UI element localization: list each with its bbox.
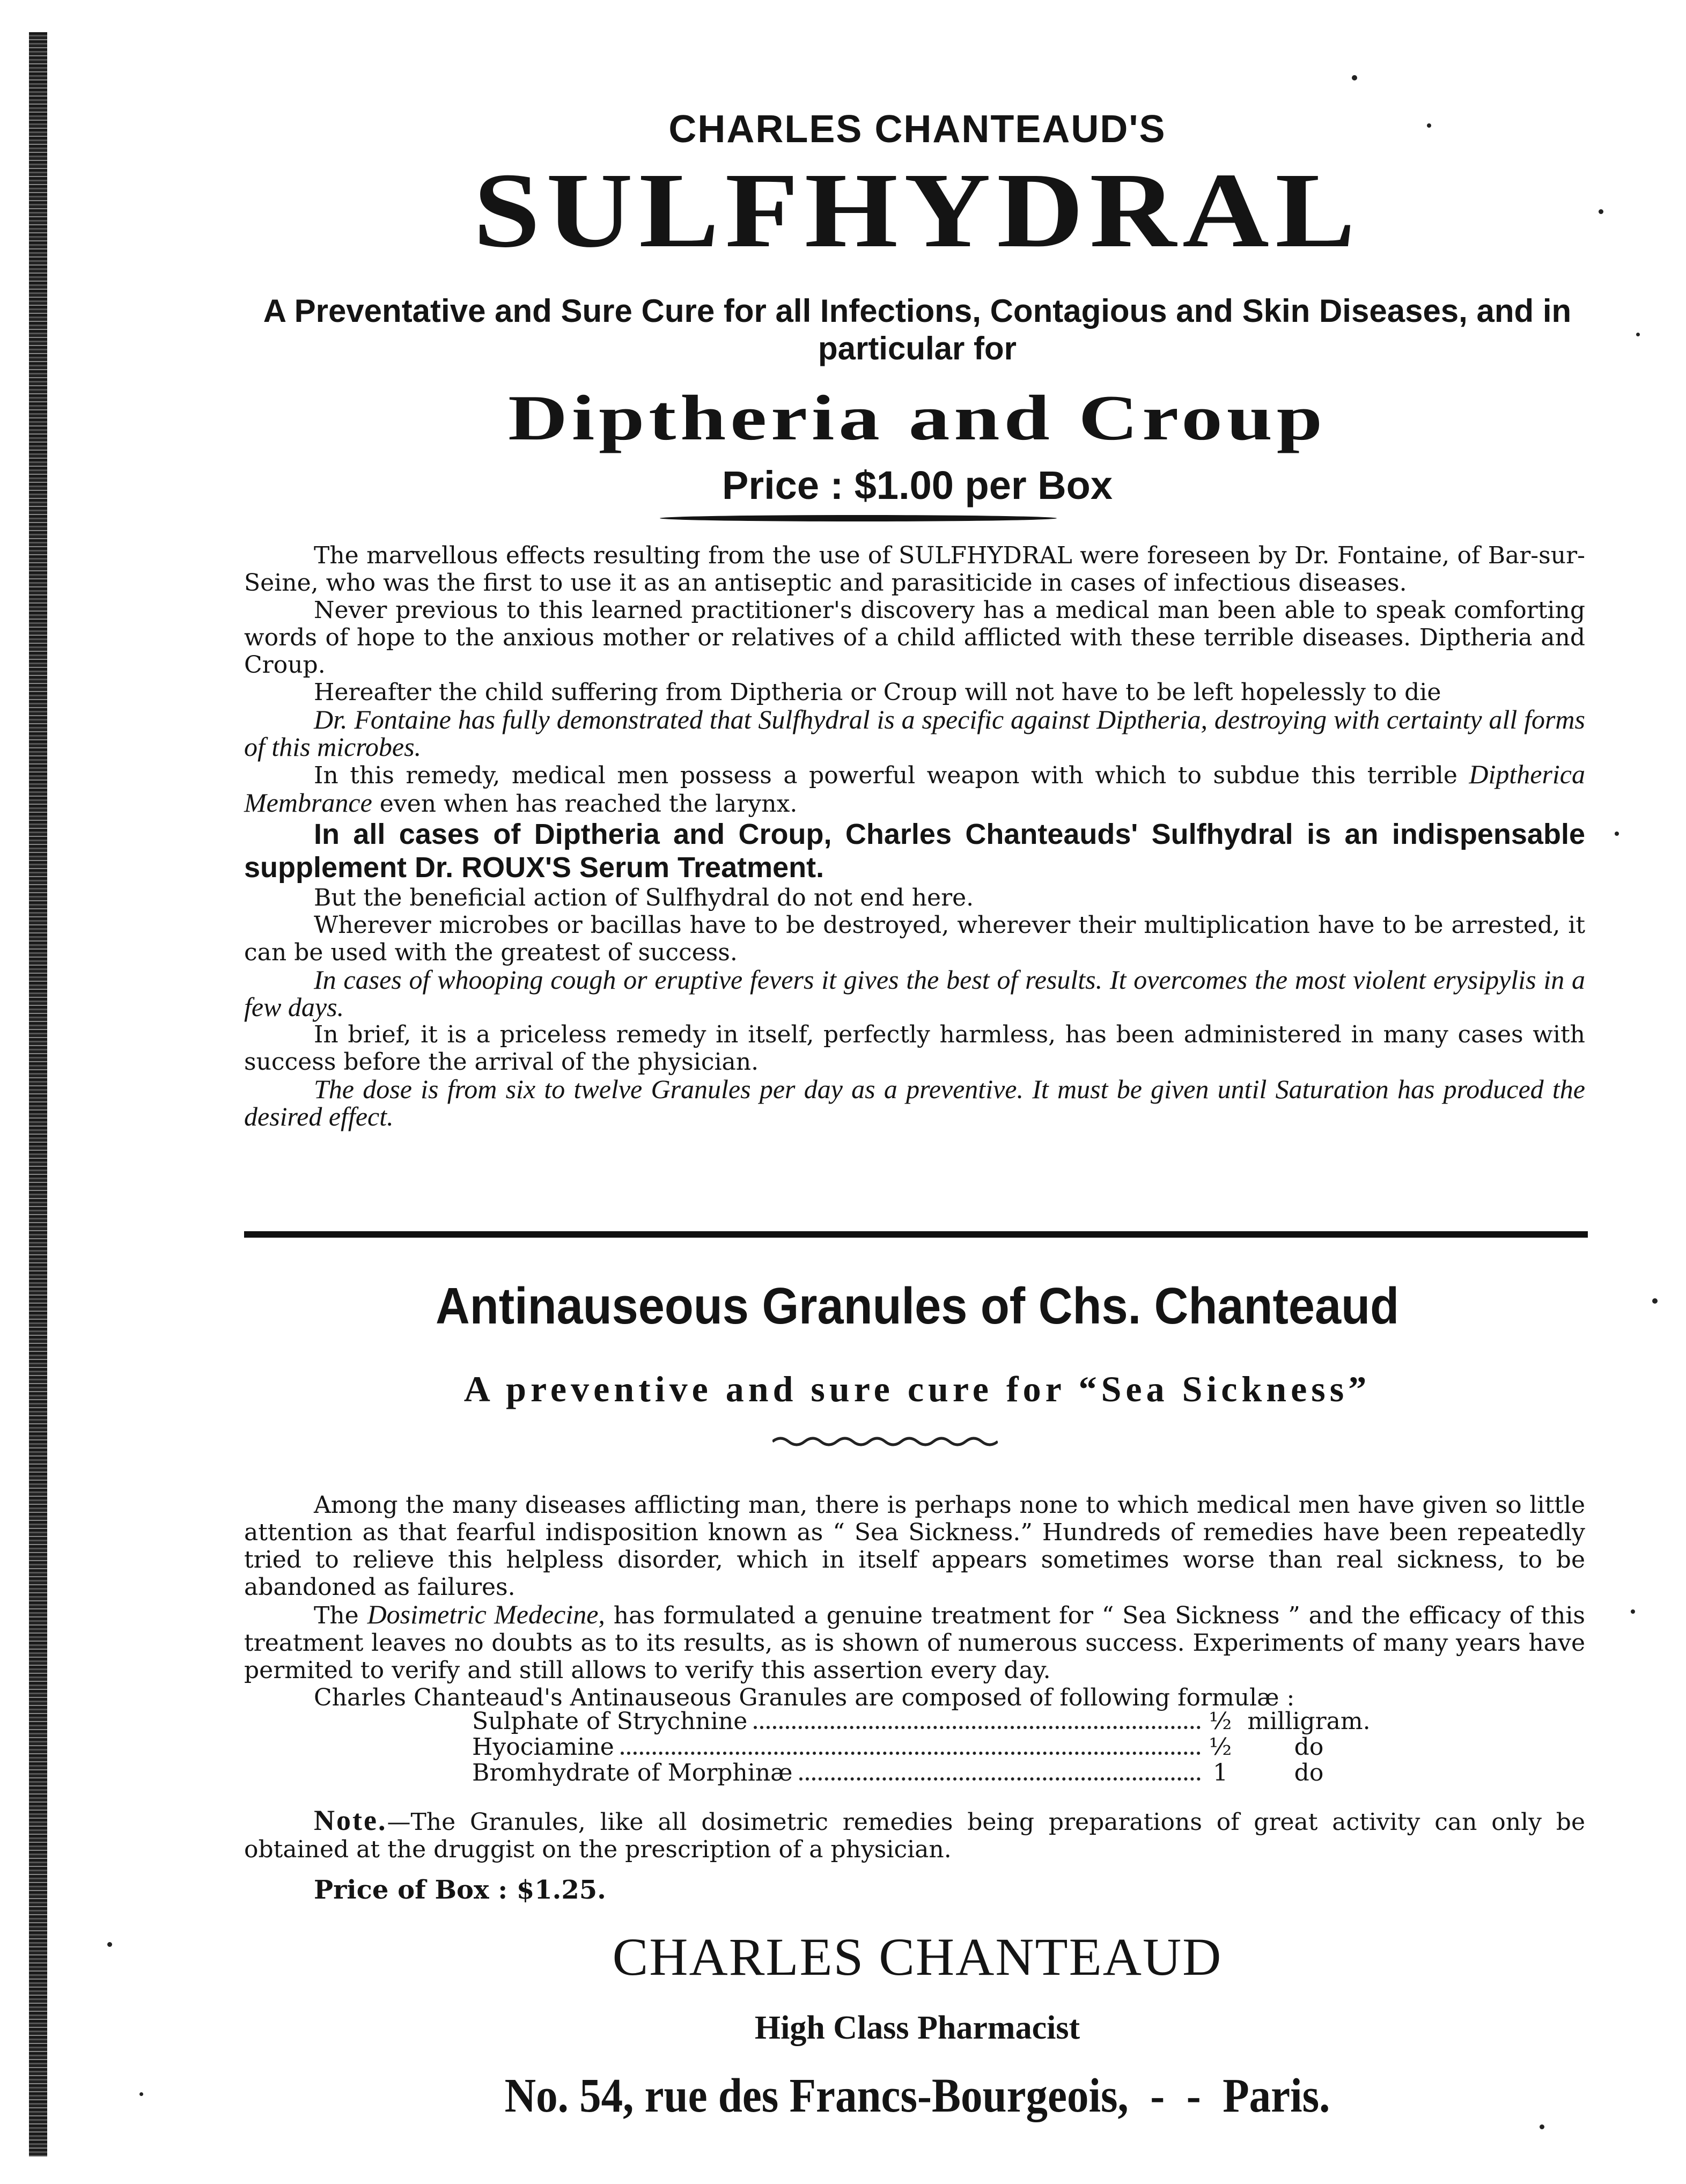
print-speck [1352,75,1357,80]
ingredient-name: Hyociamine [472,1733,614,1761]
sulfhydral-body [244,542,1585,1130]
formula-row [472,1734,1384,1760]
note-paragraph [244,1804,1585,1863]
ingredient-name: Bromhydrate of Morphinæ [472,1759,793,1786]
paragraph: Wherever microbes or bacillas have to be destroyed, wherever their multiplication have to be arrested, it can be used with the greatest of success. [244,911,1585,966]
italic-paragraph: In cases of whooping cough or eruptive fevers it gives the best of results. It overcomes the most violent erysipylis in a few days. [244,965,1585,1022]
formula-table [472,1709,1384,1786]
ingredient-quantity: ½ [1209,1733,1232,1761]
emphasis-paragraph: In all cases of Diptheria and Croup, Charles Chanteauds' Sulfhydral is an indispensable supplement Dr. ROUX'S Serum Treatment. [244,818,1585,884]
pharmacist-role: High Class Pharmacist [754,2010,1080,2046]
print-speck [1636,333,1640,336]
print-speck [1540,2124,1544,2129]
italic-term: Diptherica Membrance [244,759,1585,818]
formula-row [472,1760,1384,1786]
antinauseous-subtitle: A preventive and sure cure for “Sea Sickness” [463,1369,1371,1409]
leader-dots [754,1726,1201,1729]
brand-line: CHARLES CHANTEAUD'S [668,108,1166,151]
paragraph-text: has formulated a genuine treatment for “ Sea Sickness ” and the efficacy of this treatment leaves no doubts as to its results, as is shown of numerous success. Experiments of many years have permited to verify and still allows to verify this assertion every day. [244,1602,1585,1684]
formula-row [472,1709,1384,1734]
print-speck [139,2092,143,2096]
disease-heading: Diptheria and Croup [508,382,1327,453]
note-text: —The Granules, like all dosimetric remedies being preparations of great activity can only be obtained at the druggist on the prescription of a physician. [244,1808,1585,1863]
paragraph-text: In this remedy, medical men possess a powerful weapon with which to subdue this terrible [314,762,1457,789]
binding-edge [29,32,47,2157]
product-title: SULFHYDRAL [473,151,1361,270]
leader-dots [621,1752,1201,1755]
paragraph: Among the many diseases afflicting man, there is perhaps none to which medical men have given so little attention as that fearful indisposition known as “ Sea Sickness.” Hundreds of remedies have been repeatedly tried to relieve this helpless disorder, which in itself appears sometimes worse than real sickness, to be abandoned as failures. [244,1491,1585,1601]
pharmacy-address: No. 54, rue des Francs-Bourgeois, - - Paris. [504,2069,1330,2122]
print-speck [1615,832,1619,836]
section-divider [244,1231,1588,1238]
leader-dots [799,1777,1201,1781]
antinauseous-body [244,1491,1585,1711]
italic-paragraph: The dose is from six to twelve Granules per day as a preventive. It must be given until Saturation has produced the desired effect. [244,1074,1585,1131]
price-underline [660,515,1057,521]
print-speck [1652,1298,1658,1304]
paragraph-text: even when has reached the larynx. [379,790,798,818]
ingredient-unit: milligram. [1247,1708,1371,1735]
italic-term: Dosimetric Medecine, [367,1599,605,1629]
note-label: Note. [314,1804,387,1836]
product-tagline: A Preventative and Sure Cure for all Infections, Contagious and Skin Diseases, and in particular for [263,293,1572,366]
paragraph: Hereafter the child suffering from Diptheria or Croup will not have to be left hopelessly to die [314,679,1441,706]
paragraph-text: The [314,1602,359,1629]
ingredient-unit: do [1294,1733,1324,1761]
paragraph: But the beneficial action of Sulfhydral do not end here. [314,884,974,911]
paragraph [244,761,1585,818]
pharmacist-name: CHARLES CHANTEAUD [612,1927,1223,1987]
ingredient-name: Sulphate of Strychnine [472,1708,748,1735]
paragraph: Never previous to this learned practitioner's discovery has a medical man been able to speak comforting words of hope to the anxious mother or relatives of a child afflicted with these terrible diseases. Diptheria and Croup. [244,597,1585,679]
ingredient-quantity: ½ [1209,1708,1232,1735]
paragraph [244,1601,1585,1684]
ingredient-unit: do [1294,1759,1324,1786]
print-speck [1631,1609,1635,1614]
product-price: Price : $1.00 per Box [721,463,1113,508]
italic-paragraph: Dr. Fontaine has fully demonstrated that Sulfhydral is a specific against Diptheria, destroying with certainty all forms of this microbes. [244,704,1585,762]
wavy-ornament [772,1435,998,1448]
ingredient-quantity: 1 [1213,1759,1228,1786]
paragraph: The marvellous effects resulting from the use of SULFHYDRAL were foreseen by Dr. Fontaine, of Bar-sur-Seine, who was the first to use it as an antiseptic and parasiticide in cases of infectious diseases. [244,542,1585,597]
print-speck [107,1942,112,1947]
antinauseous-title: Antinauseous Granules of Chs. Chanteaud [435,1277,1400,1335]
box-price: Price of Box : $1.25. [314,1875,606,1905]
paragraph: In brief, it is a priceless remedy in itself, perfectly harmless, has been administered in many cases with success before the arrival of the physician. [244,1021,1585,1076]
paragraph: Charles Chanteaud's Antinauseous Granules are composed of following formulæ : [314,1684,1295,1711]
